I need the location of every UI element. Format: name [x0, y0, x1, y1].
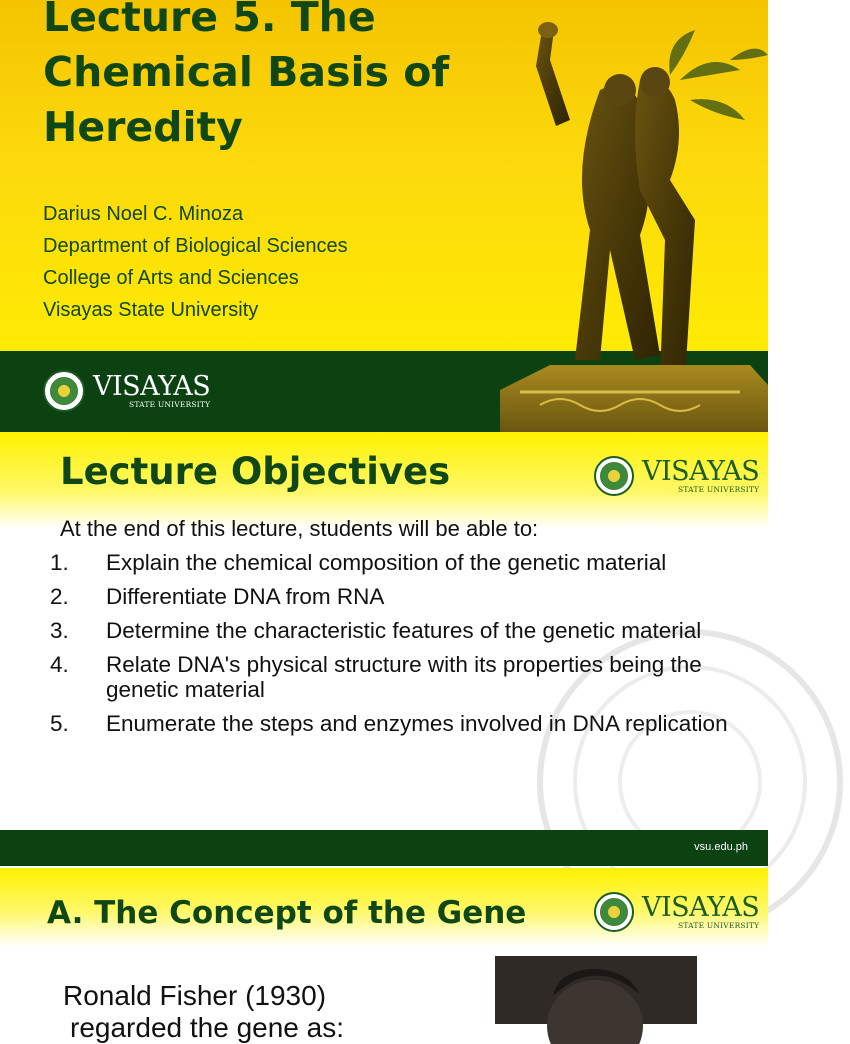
list-item — [50, 711, 740, 736]
author-college: College of Arts and Sciences — [43, 267, 299, 289]
list-item — [50, 618, 740, 643]
item-number: 4. — [50, 652, 69, 677]
item-text: Determine the characteristic features of the genetic material — [106, 618, 702, 643]
footer-url: vsu.edu.ph — [694, 841, 748, 853]
item-number: 5. — [50, 711, 69, 736]
logo-wordmark: VISAYAS — [642, 892, 760, 924]
objectives-list — [50, 550, 740, 745]
objectives-slide — [0, 432, 768, 868]
university-seal-icon — [594, 892, 634, 932]
gene-concept-slide — [0, 868, 768, 1043]
item-text: Explain the chemical composition of the genetic material — [106, 550, 667, 575]
item-number: 3. — [50, 618, 69, 643]
slide-title: Lecture 5. The Chemical Basis of Heredity — [43, 0, 450, 151]
bullet-text: Ronald Fisher (1930) — [63, 980, 327, 1011]
slide-title: Lecture Objectives — [60, 450, 451, 493]
objectives-intro: At the end of this lecture, students will be able to: — [60, 516, 539, 541]
logo-subtitle: STATE UNIVERSITY — [678, 921, 760, 931]
logo-subtitle: STATE UNIVERSITY — [678, 485, 760, 495]
footer-band — [0, 830, 768, 866]
university-logo — [43, 370, 210, 412]
university-logo — [594, 456, 759, 496]
author-block — [43, 198, 348, 326]
university-seal-icon — [43, 370, 85, 412]
oblation-statue-image — [480, 20, 768, 432]
list-item — [50, 584, 740, 609]
portrait-photo — [495, 956, 697, 1024]
logo-wordmark: VISAYAS — [93, 371, 211, 403]
item-number: 1. — [50, 550, 69, 575]
author-department: Department of Biological Sciences — [43, 235, 348, 257]
university-logo — [594, 892, 759, 932]
bullet-continuation: regarded the gene as: — [70, 1012, 344, 1043]
university-seal-icon — [594, 456, 634, 496]
bullet-point — [57, 980, 326, 1014]
author-name: Darius Noel C. Minoza — [43, 203, 244, 225]
item-text: Relate DNA's physical structure with its properties being the genetic material — [106, 652, 702, 702]
item-text: Enumerate the steps and enzymes involved in DNA replication — [106, 711, 728, 736]
slide-title: A. The Concept of the Gene — [47, 895, 527, 931]
item-text: Differentiate DNA from RNA — [106, 584, 385, 609]
logo-wordmark: VISAYAS — [642, 456, 760, 488]
author-university: Visayas State University — [43, 299, 259, 321]
logo-subtitle: STATE UNIVERSITY — [129, 400, 211, 410]
item-number: 2. — [50, 584, 69, 609]
list-item — [50, 550, 740, 575]
title-slide — [0, 0, 768, 432]
list-item — [50, 652, 740, 702]
